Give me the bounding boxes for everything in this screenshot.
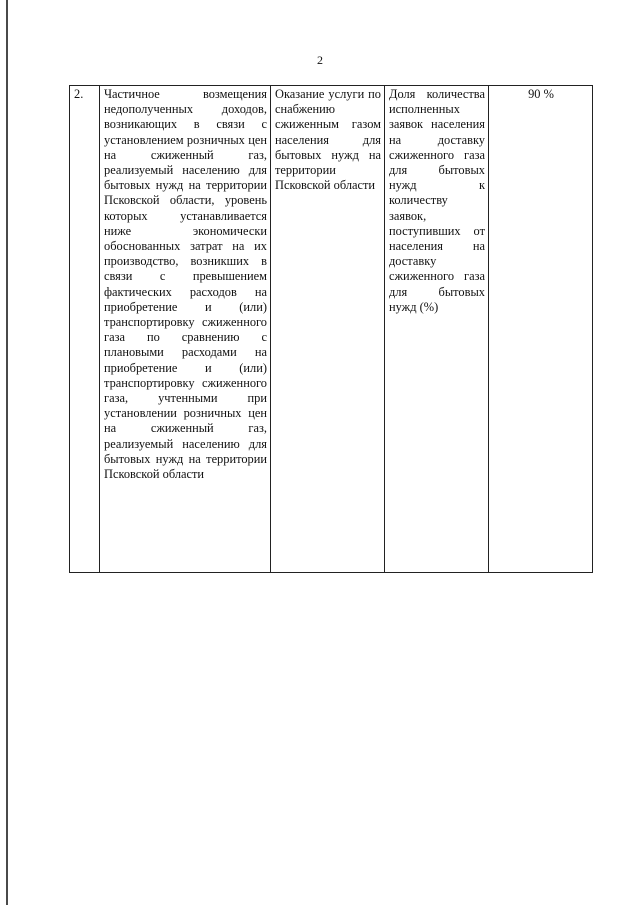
scan-edge-line [6,0,8,905]
service-cell: Оказание услуги по снабжению сжиженным газом населения для бытовых нужд на территории Псковской области [271,86,385,573]
page-number: 2 [317,53,323,67]
indicator-cell: Доля количества исполненных заявок населения на доставку сжиженного газа для бытовых нужд к количеству заявок, поступивших от населения на доставку сжиженного газа для бытовых нужд (%) [385,86,489,573]
target-value-cell: 90 % [489,86,593,573]
document-table [69,85,593,573]
row-number-cell: 2. [70,86,100,573]
measure-description-cell: Частичное возмещения недополученных доходов, возникающих в связи с установлением розничных цен на сжиженный газ, реализуемый населению для бытовых нужд на территории Псковской области, уровень которых устанавливается ниже экономически обоснованных затрат на их производство, возникших в связи с превышением фактических расходов на приобретение и (или) транспортировку сжиженного газа по сравнению с плановыми расходами на приобретение и (или) транспортировку сжиженного газа, учтенными при установлении розничных цен на сжиженный газ, реализуемый населению для бытовых нужд на территории Псковской области [100,86,271,573]
table-row [70,86,593,573]
